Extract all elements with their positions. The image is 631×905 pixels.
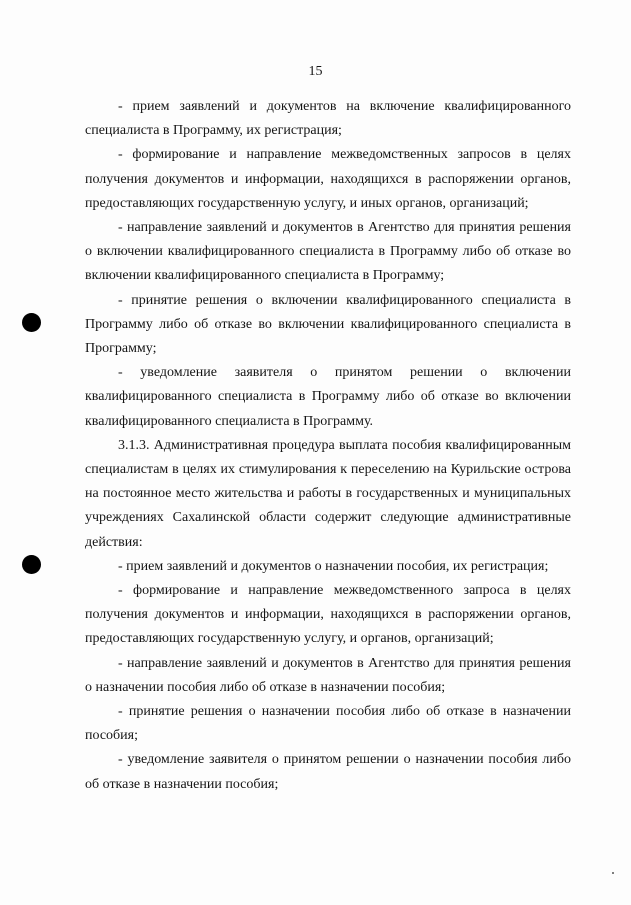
paragraph-8: - формирование и направление межведомственного запроса в целях получения документов и информации, находящихся в распоряжении органов, предоставляющих государственную услугу, и органов, организаций; bbox=[85, 583, 571, 647]
paragraph-1: - прием заявлений и документов на включение квалифицированного специалиста в Программу, их регистрация; bbox=[85, 99, 571, 139]
document-body bbox=[85, 95, 571, 797]
paragraph-3: - направление заявлений и документов в Агентство для принятия решения о включении квалифицированного специалиста в Программу либо об отказе во включении квалифицированного специалиста в Программу; bbox=[85, 220, 571, 284]
scan-speck bbox=[612, 872, 614, 874]
paragraph-7: - прием заявлений и документов о назначении пособия, их регистрация; bbox=[118, 558, 549, 574]
paragraph-6: 3.1.3. Административная процедура выплата пособия квалифицированным специалистам в целях их стимулирования к переселению на Курильские острова на постоянное место жительства и работы в государственных и муниципальных учреждениях Сахалинской области содержит следующие административные действия: bbox=[85, 437, 571, 550]
page-number: 15 bbox=[308, 64, 323, 79]
punch-hole-top bbox=[22, 313, 41, 332]
paragraph-10: - принятие решения о назначении пособия либо об отказе в назначении пособия; bbox=[85, 704, 571, 744]
paragraph-4: - принятие решения о включении квалифицированного специалиста в Программу либо об отказе во включении квалифицированного специалиста в Программу; bbox=[85, 292, 571, 357]
paragraph-5: - уведомление заявителя о принятом решении о включении квалифицированного специалиста в Программу либо об отказе во включении квалифицированного специалиста в Программу. bbox=[85, 365, 571, 429]
punch-hole-bottom bbox=[22, 555, 41, 574]
paragraph-11: - уведомление заявителя о принятом решении о назначении пособия либо об отказе в назначении пособия; bbox=[85, 752, 571, 792]
paragraph-9: - направление заявлений и документов в Агентство для принятия решения о назначении пособия либо об отказе в назначении пособия; bbox=[85, 655, 571, 695]
paragraph-2: - формирование и направление межведомственных запросов в целях получения документов и информации, находящихся в распоряжении органов, предоставляющих государственную услугу, и иных органов, организаций; bbox=[85, 147, 571, 211]
